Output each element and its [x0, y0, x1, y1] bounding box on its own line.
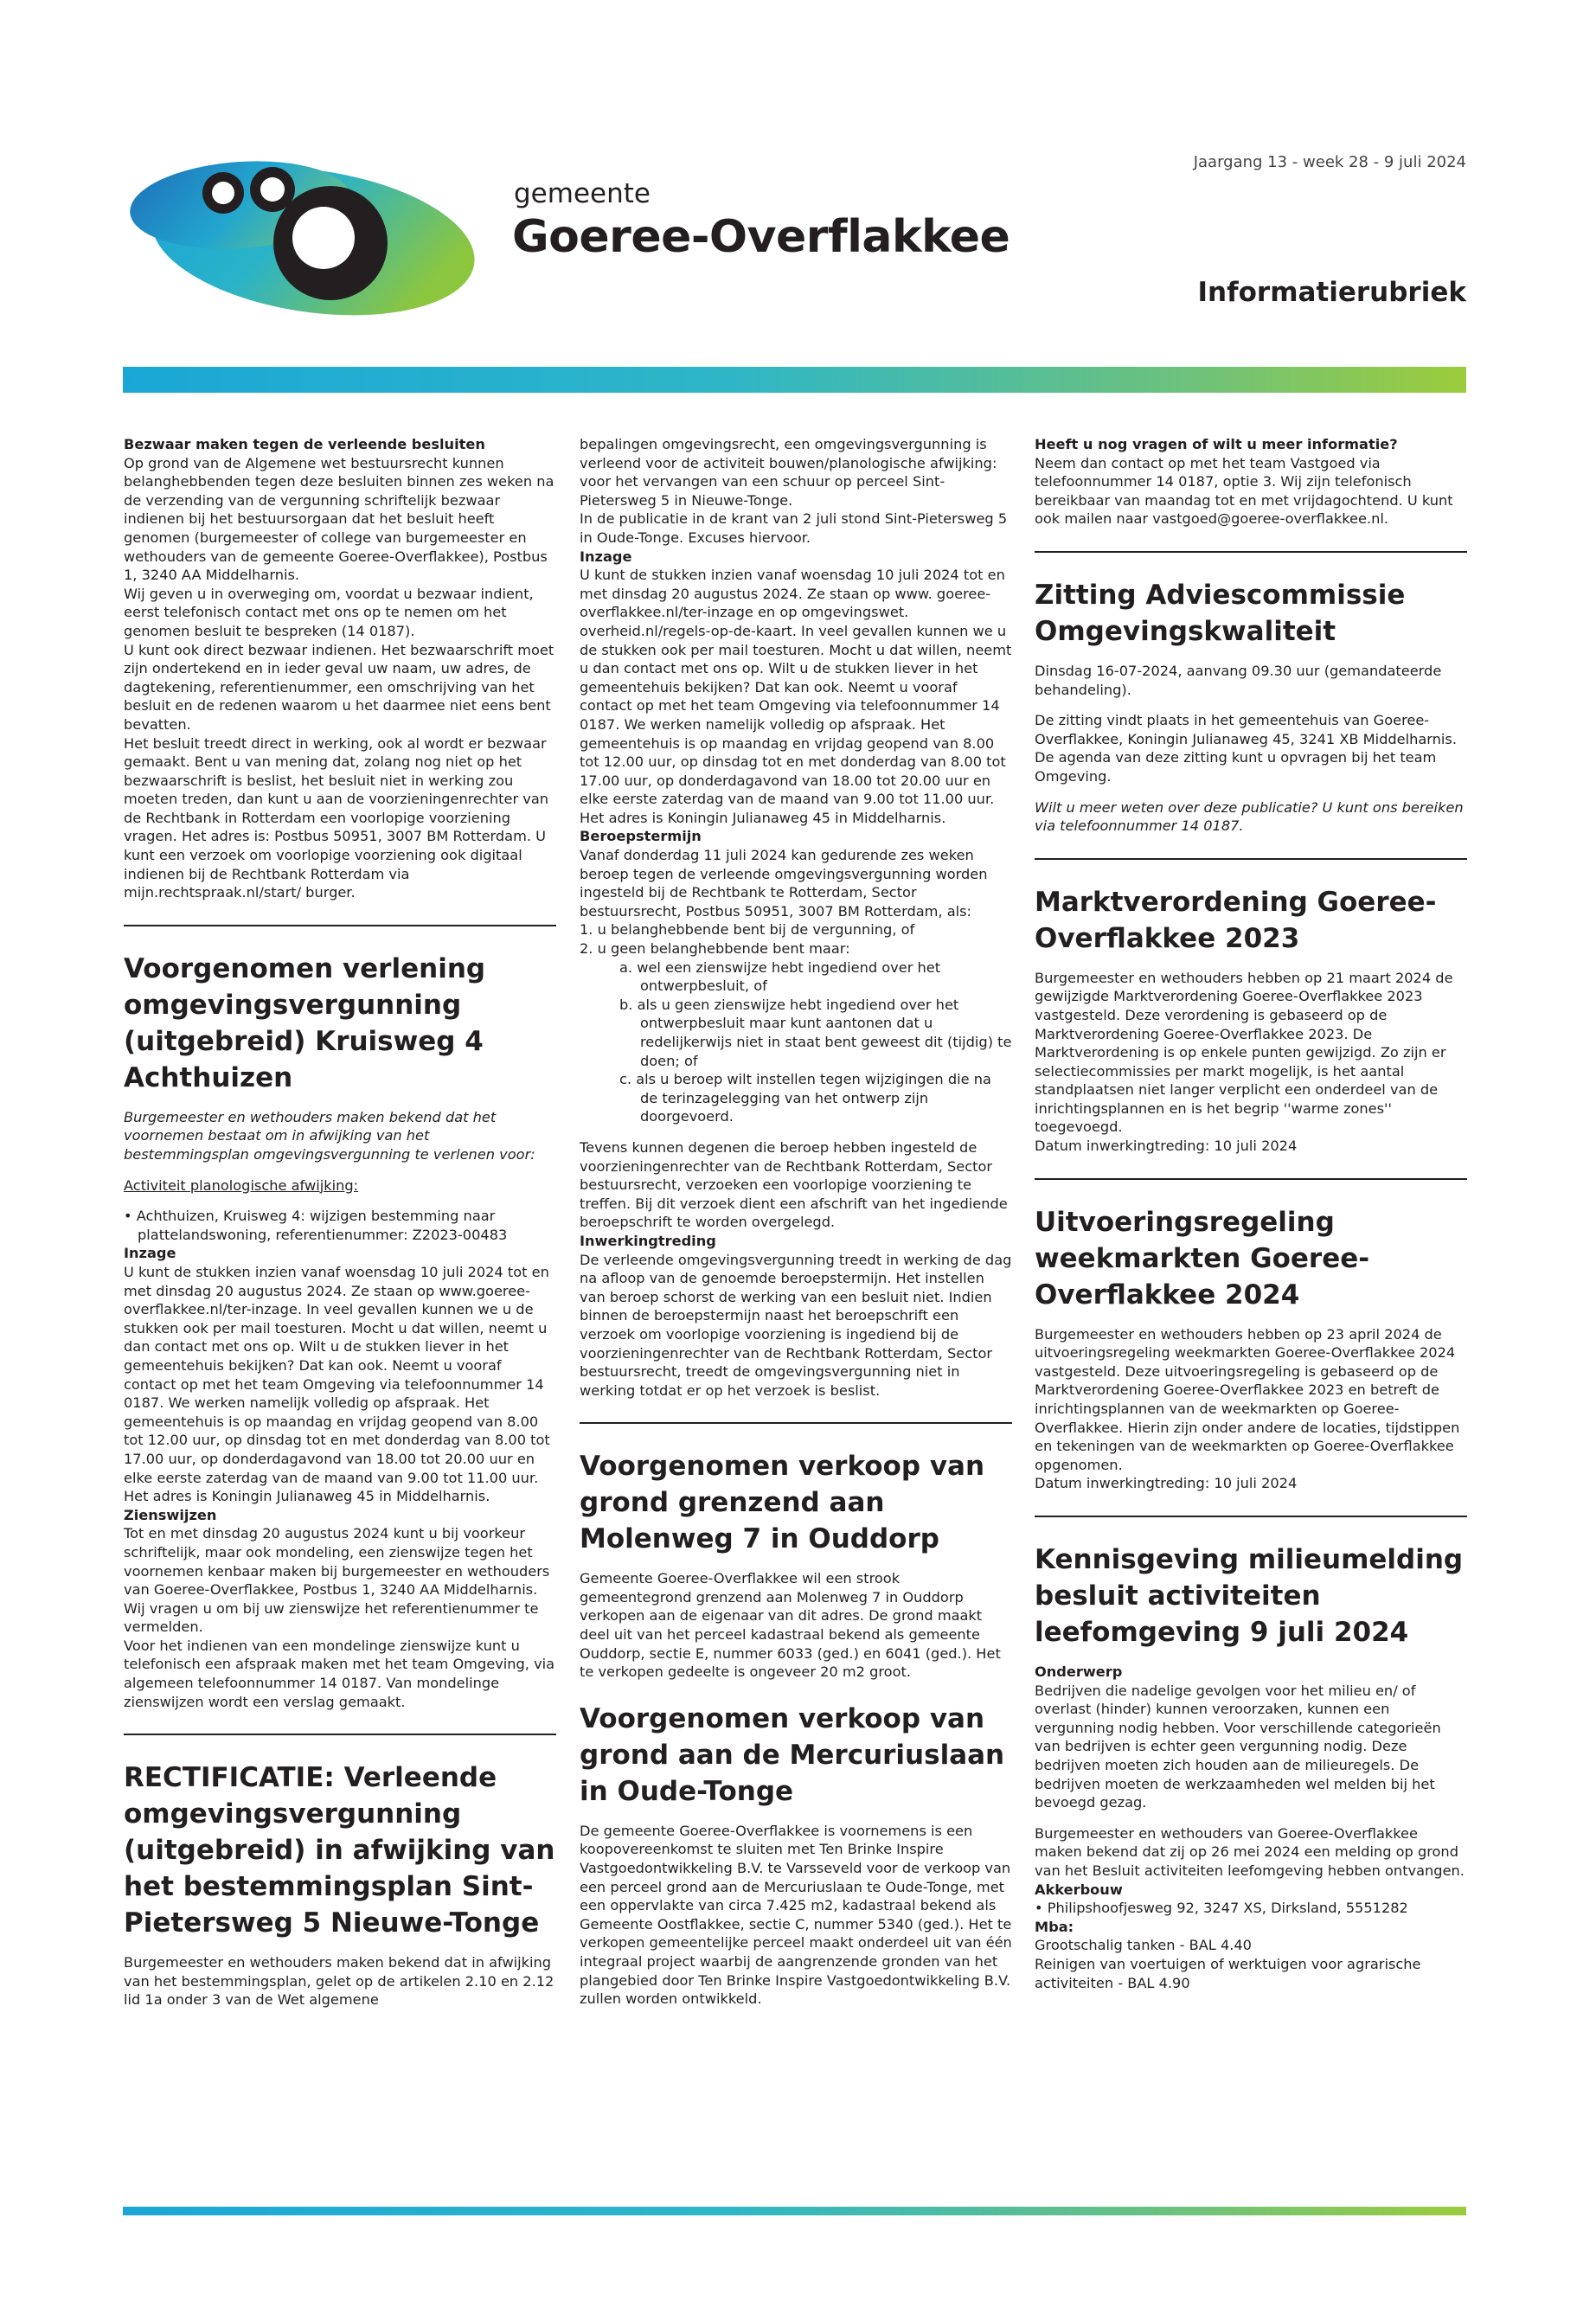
- mba-item: Grootschalig tanken - BAL 4.40: [1035, 1937, 1252, 1954]
- mercurius-title: Voorgenomen verkoop van grond aan de Mercuriuslaan in Oude-Tonge: [580, 1702, 1005, 1807]
- zitting-note: Wilt u meer weten over deze publicatie? U kunt ons bereiken via telefoonnummer 14 0187.: [1035, 798, 1464, 835]
- kruisweg-title: Voorgenomen verlening omgevingsvergunning (uitgebreid) Kruisweg 4 Achthuizen: [124, 952, 486, 1093]
- zitting-paragraph: De zitting vindt plaats in het gemeentehuis van Goeree-Overflakkee, Koningin Julianaweg 45, 3241 XB Middelharnis. De agenda van deze zitting kunt u opvragen bij het team Omgeving.: [1035, 712, 1458, 785]
- bezwaar-paragraph: Het besluit treedt direct in werking, ook al wordt er bezwaar gemaakt. Bent u van mening dat, zolang nog niet op het bezwaarschrift is beslist, het besluit niet in werking zou moeten treden, dan kunt u aan de voorzieningenrechter van de Rechtbank in Rotterdam een voorlopige voorziening vragen. Het adres is: Postbus 50951, 3007 BM Rotterdam. U kunt een verzoek om voorlopige voorziening ook digitaal indienen bij de Rechtbank Rotterdam via mijn.rechtspraak.nl/start/ burger.: [124, 734, 549, 901]
- kruisweg-intro: Burgemeester en wethouders maken bekend dat het voornemen bestaat om in afwijking van het bestemmingsplan omgevingsvergunning te verlenen voor:: [124, 1108, 535, 1163]
- beroep-paragraph: Vanaf donderdag 11 juli 2024 kan gedurende zes weken beroep tegen de verleende omgevingsvergunning worden ingesteld bij de Rechtbank te Rotterdam, Sector bestuursrecht, Postbus 50951, 3007 BM Rotterdam, als:: [580, 847, 988, 920]
- markt-title: Marktverordening Goeree-Overflakkee 2023: [1035, 886, 1437, 954]
- zienswijzen-heading: Zienswijzen: [124, 1506, 217, 1523]
- inwerking-paragraph: De verleende omgevingsvergunning treedt in werking de dag na afloop van de genoemde beroepstermijn. Het instellen van beroep schorst de werking van een besluit niet. Indien binnen de beroepstermijn naast het beroepschrift een verzoek om voorlopige voorziening is ingediend bij de voorzieningenrechter van de Rechtbank Rotterdam, Sector bestuursrecht, treedt de omgevingsvergunning niet in werking totdat er op het verzoek is beslist.: [580, 1251, 1012, 1399]
- list-item: • Philipshoofjesweg 92, 3247 XS, Dirksland, 5551282: [1035, 1900, 1408, 1917]
- issue-info: Jaargang 13 - week 28 - 9 juli 2024: [1193, 153, 1466, 171]
- section-divider: [1035, 858, 1467, 860]
- rectificatie-paragraph: In de publicatie in de krant van 2 juli stond Sint-Pietersweg 5 in Oude-Tonge. Excuses hiervoor.: [580, 510, 1008, 546]
- list-item: • Achthuizen, Kruisweg 4: wijzigen bestemming naar plattelandswoning, referentienummer: Z2023-00483: [124, 1208, 508, 1243]
- column-3: [1035, 435, 1467, 1992]
- list-item: 1. u belanghebbende bent bij de vergunning, of: [580, 921, 915, 939]
- zienswijzen-paragraph: Voor het indienen van een mondelinge zienswijze kunt u telefonisch een afspraak maken met het team Omgeving, via algemeen telefoonnummer 14 0187. Van mondelinge zienswijzen wordt een verslag gemaakt.: [124, 1637, 555, 1710]
- melding-paragraph: Burgemeester en wethouders van Goeree-Overflakkee maken bekend dat zij op 26 mei 2024 een melding op grond van het Besluit activiteiten leefomgeving hebben ontvangen.: [1035, 1824, 1465, 1879]
- beroep-heading: Beroepstermijn: [580, 828, 702, 845]
- beroep-paragraph: Tevens kunnen degenen die beroep hebben ingesteld de voorzieningenrechter van de Rechtbank Rotterdam, Sector bestuursrecht, verzoeken een voorlopige voorziening te treffen. Bij dit verzoek dient een afschrift van het ingediende beroepschrift te worden overgelegd.: [580, 1138, 1008, 1231]
- list-item: a. wel een zienswijze hebt ingediend over het ontwerpbesluit, of: [619, 958, 941, 995]
- rectificatie-title: RECTIFICATIE: Verleende omgevingsvergunning (uitgebreid) in afwijking van het bestemmingsplan Sint-Pietersweg 5 Nieuwe-Tonge: [124, 1762, 555, 1939]
- section-title: Informatierubriek: [1197, 277, 1466, 308]
- inzage-heading: Inzage: [580, 548, 632, 565]
- zitting-title: Zitting Adviescommissie Omgevingskwaliteit: [1035, 579, 1406, 647]
- mercurius-paragraph: De gemeente Goeree-Overflakkee is voornemens is een koopovereenkomst te sluiten met Ten Brinke Inspire Vastgoedontwikkeling B.V. te Varsseveld voor de verkoop van een perceel grond aan de Mercuriuslaan te Oude-Tonge, met een oppervlakte van circa 7.425 m2, kadastraal bekend als Gemeente Oostflakkee, sectie C, nummer 5340 (ged.). Het te verkopen gemeentelijke perceel maakt onderdeel uit van één integraal project waarbij de aangrenzende gronden van het plangebied door Ten Brinke Inspire Vastgoedontwikkeling B.V. zullen worden ontwikkeld.: [580, 1822, 1012, 2008]
- vragen-heading: Heeft u nog vragen of wilt u meer informatie?: [1035, 436, 1398, 452]
- list-item: 2. u geen belanghebbende bent maar:: [580, 940, 850, 958]
- rectificatie-paragraph: bepalingen omgevingsrecht, een omgevingsvergunning is verleend voor de activiteit bouwen/planologische afwijking: voor het vervangen van een schuur op perceel Sint-Pietersweg 5 in Nieuwe-Tonge.: [580, 436, 997, 509]
- list-item: b. als u geen zienswijze hebt ingediend over het ontwerpbesluit maar kunt aantonen dat u redelijkerwijs niet in staat bent geweest dit (tijdig) te doen; of: [619, 996, 1012, 1069]
- vragen-paragraph: Neem dan contact op met het team Vastgoed via telefoonnummer 14 0187, optie 3. Wij zijn telefonisch bereikbaar van maandag tot en met vrijdagochtend. U kunt ook mailen naar vastgoed@goeree-overflakkee.nl.: [1035, 454, 1453, 528]
- municipality-name: Goeree-Overflakkee: [512, 211, 1010, 263]
- molenweg-title: Voorgenomen verkoop van grond grenzend aan Molenweg 7 in Ouddorp: [580, 1451, 985, 1555]
- bezwaar-paragraph: Op grond van de Algemene wet bestuursrecht kunnen belanghebbenden tegen deze besluiten binnen zes weken na de verzending van de vergunning schriftelijk bezwaar indienen bij het bestuursorgaan dat het besluit heeft genomen (burgemeester of college van burgemeester en wethouders van de gemeente Goeree-Overflakkee), Postbus 1, 3240 AA Middelharnis.: [124, 454, 554, 584]
- bottom-gradient-bar: [123, 2207, 1466, 2215]
- inzage-paragraph: U kunt de stukken inzien vanaf woensdag 10 juli 2024 tot en met dinsdag 20 augustus 2024. Ze staan op www. goeree-overflakkee.nl/ter-inzage en op omgevingswet. overheid.nl/regels-op-de-kaart. In veel gevallen kunnen we u de stukken ook per mail toesturen. Mocht u dat willen, neemt u dan contact met ons op. Wilt u de stukken liever in het gemeentehuis bekijken? Dat kan ook. Neemt u vooraf contact op met het team Omgeving via telefoonnummer 14 0187. We werken namelijk volledig op afspraak. Het gemeentehuis is op maandag en vrijdag geopend van 8.00 tot 12.00 uur, op dinsdag tot en met donderdag van 8.00 tot 17.00 uur, op donderdagavond van 18.00 tot 20.00 uur en elke eerste zaterdag van de maand van 9.00 tot 11.00 uur. Het adres is Koningin Julianaweg 45 in Middelharnis.: [580, 567, 1012, 826]
- bezwaar-heading: Bezwaar maken tegen de verleende besluiten: [124, 436, 485, 452]
- section-divider: [1035, 551, 1467, 553]
- inzage-paragraph: U kunt de stukken inzien vanaf woensdag 10 juli 2024 tot en met dinsdag 20 augustus 2024. Ze staan op www.goeree-overflakkee.nl/ter-inzage. In veel gevallen kunnen we u de stukken ook per mail toesturen. Mocht u dat willen, neemt u dan contact met ons op. Wilt u de stukken liever in het gemeentehuis bekijken? Dat kan ook. Neemt u vooraf contact op met het team Omgeving via telefoonnummer 14 0187. We werken namelijk volledig op afspraak. Het gemeentehuis is op maandag en vrijdag geopend van 8.00 tot 12.00 uur, op dinsdag tot en met donderdag van 8.00 tot 17.00 uur, op donderdagavond van 18.00 tot 20.00 uur en elke eerste zaterdag van de maand van 9.00 tot 11.00 uur. Het adres is Koningin Julianaweg 45 in Middelharnis.: [124, 1264, 550, 1505]
- gemeente-label: gemeente: [514, 178, 651, 209]
- section-divider: [1035, 1516, 1467, 1517]
- markt-paragraph: Burgemeester en wethouders hebben op 21 maart 2024 de gewijzigde Marktverordening Goeree-Overflakkee 2023 vastgesteld. Deze verordening is gebaseerd op de Marktverordening Goeree-Overflakkee 2023. De Marktverordening is op enkele punten gewijzigd. Zo zijn er selectiecommissies per markt mogelijk, is het aantal standplaatsen niet langer verplicht een onderdeel van de inrichtingsplannen en is het begrip ''warme zones'' toegevoegd.: [1035, 969, 1453, 1136]
- kruisweg-activiteit: Activiteit planologische afwijking:: [124, 1176, 359, 1194]
- section-divider: [1035, 1178, 1467, 1180]
- onderwerp-heading: Onderwerp: [1035, 1663, 1123, 1680]
- akkerbouw-heading: Akkerbouw: [1035, 1881, 1123, 1898]
- bezwaar-paragraph: Wij geven u in overweging om, voordat u bezwaar indient, eerst telefonisch contact met ons op te nemen om het genomen besluit te bespreken (14 0187).: [124, 585, 534, 639]
- inwerking-heading: Inwerkingtreding: [580, 1232, 716, 1249]
- column-1: [124, 435, 556, 2009]
- uitvoering-paragraph: Burgemeester en wethouders hebben op 23 april 2024 de uitvoeringsregeling weekmarkten Goeree-Overflakkee 2024 vastgesteld. Deze uitvoeringsregeling is gebaseerd op de Marktverordening Goeree-Overflakkee 2023 en betreft de inrichtingsplannen van de weekmarkten op Goeree-Overflakkee. Hierin zijn onder andere de locaties, tijdstippen en tekeningen van de weekmarkten op Goeree-Overflakkee opgenomen.: [1035, 1325, 1460, 1473]
- rectificatie-paragraph: Burgemeester en wethouders maken bekend dat in afwijking van het bestemmingsplan, gelet op de artikelen 2.10 en 2.12 lid 1a onder 3 van de Wet algemene: [124, 1954, 554, 2009]
- section-divider: [124, 1734, 556, 1735]
- zienswijzen-paragraph: Tot en met dinsdag 20 augustus 2024 kunt u bij voorkeur schriftelijk, maar ook mondeling, een zienswijze tegen het voornemen kenbaar maken bij burgemeester en wethouders van Goeree-Overflakkee, Postbus 1, 3240 AA Middelharnis. Wij vragen u om bij uw zienswijze het referentienummer te vermelden.: [124, 1525, 550, 1636]
- section-divider: [124, 925, 556, 926]
- zitting-paragraph: Dinsdag 16-07-2024, aanvang 09.30 uur (gemandateerde behandeling).: [1035, 662, 1442, 698]
- milieu-title: Kennisgeving milieumelding besluit activiteiten leefomgeving 9 juli 2024: [1035, 1544, 1464, 1648]
- uitvoering-title: Uitvoeringsregeling weekmarkten Goeree-Overflakkee 2024: [1035, 1206, 1370, 1311]
- column-2: [580, 435, 1012, 2009]
- mba-heading: Mba:: [1035, 1918, 1074, 1935]
- section-divider: [580, 1422, 1012, 1424]
- mba-item: Reinigen van voertuigen of werktuigen voor agrarische activiteiten - BAL 4.90: [1035, 1955, 1421, 1991]
- markt-datum: Datum inwerkingtreding: 10 juli 2024: [1035, 1138, 1298, 1155]
- bezwaar-paragraph: U kunt ook direct bezwaar indienen. Het bezwaarschrift moet zijn ondertekend en in ieder geval uw naam, uw adres, de dagtekening, referentienummer, een omschrijving van het besluit en de redenen waarom u het daarmee niet eens bent bevatten.: [124, 641, 554, 733]
- uitvoering-datum: Datum inwerkingtreding: 10 juli 2024: [1035, 1475, 1298, 1492]
- inzage-heading: Inzage: [124, 1245, 176, 1262]
- list-item: c. als u beroep wilt instellen tegen wijzigingen die na de terinzagelegging van het ontwerp zijn doorgevoerd.: [619, 1071, 991, 1125]
- page-header: [0, 0, 1596, 398]
- onderwerp-paragraph: Bedrijven die nadelige gevolgen voor het milieu en/ of overlast (hinder) kunnen veroorzaken, kunnen een vergunning nodig hebben. Voor verschillende categorieën van bedrijven is echter geen vergunning nodig. Deze bedrijven moeten zich houden aan de milieuregels. De bedrijven moeten de werkzaamheden wel melden bij het bevoegd gezag.: [1035, 1682, 1441, 1811]
- top-gradient-bar: [123, 367, 1466, 393]
- goeree-overflakkee-logo-icon: [121, 151, 476, 324]
- molenweg-paragraph: Gemeente Goeree-Overflakkee wil een strook gemeentegrond grenzend aan Molenweg 7 in Ouddorp verkopen aan de eigenaar van dit adres. De grond maakt deel uit van het perceel kadastraal bekend als gemeente Ouddorp, sectie E, nummer 6033 (ged.) en 6041 (ged.). Het te verkopen gedeelte is ongeveer 20 m2 groot.: [580, 1570, 1001, 1681]
